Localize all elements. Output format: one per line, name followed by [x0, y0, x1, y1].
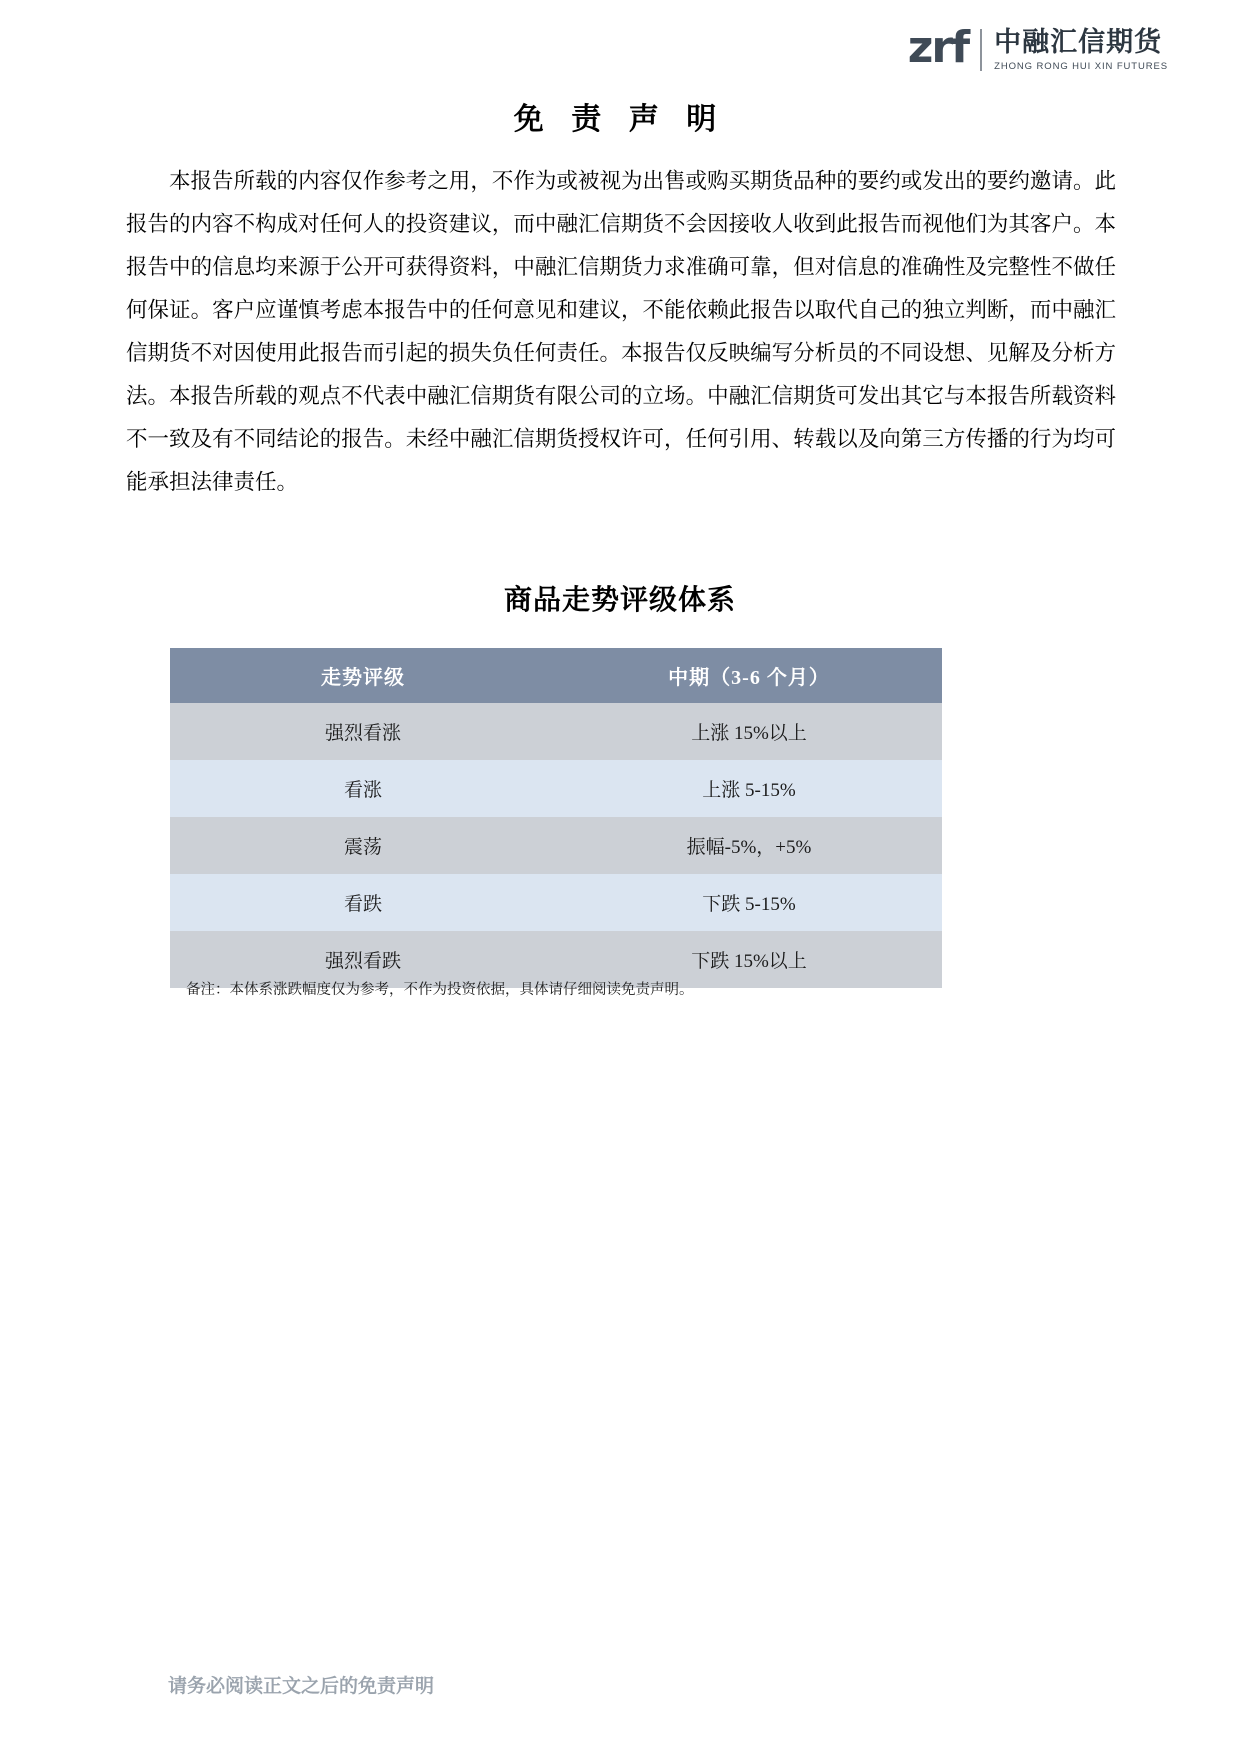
table-note: 备注：本体系涨跌幅度仅为参考，不作为投资依据，具体请仔细阅读免责声明。 [186, 982, 694, 998]
cell-rating: 强烈看跌 [170, 931, 556, 988]
cell-range: 振幅-5%，+5% [556, 817, 942, 874]
cell-range: 下跌 5-15% [556, 874, 942, 931]
logo-text [994, 28, 1168, 72]
table-header-row [170, 648, 942, 703]
table-header-midterm: 中期（3-6 个月） [556, 648, 942, 703]
cell-rating: 强烈看涨 [170, 703, 556, 760]
logo-divider [980, 29, 982, 71]
cell-range: 下跌 15%以上 [556, 931, 942, 988]
page-title: 免 责 声 明 [513, 103, 727, 136]
table-header-rating: 走势评级 [170, 648, 556, 703]
cell-range: 上涨 5-15% [556, 760, 942, 817]
company-logo [907, 22, 1168, 73]
table-row [170, 817, 942, 874]
cell-rating: 看跌 [170, 874, 556, 931]
table-row [170, 760, 942, 817]
disclaimer-paragraph: 本报告所载的内容仅作参考之用，不作为或被视为出售或购买期货品种的要约或发出的要约邀请。此报告的内容不构成对任何人的投资建议，而中融汇信期货不会因接收人收到此报告而视他们为其客户。本报告中的信息均来源于公开可获得资料，中融汇信期货力求准确可靠，但对信息的准确性及完整性不做任何保证。客户应谨慎考虑本报告中的任何意见和建议，不能依赖此报告以取代自己的独立判断，而中融汇信期货不对因使用此报告而引起的损失负任何责任。本报告仅反映编写分析员的不同设想、见解及分析方法。本报告所载的观点不代表中融汇信期货有限公司的立场。中融汇信期货可发出其它与本报告所载资料不一致及有不同结论的报告。未经中融汇信期货授权许可，任何引用、转载以及向第三方传播的行为均可能承担法律责任。 [126, 169, 1116, 494]
table-row [170, 703, 942, 760]
rating-system-table [170, 648, 942, 988]
table-row [170, 874, 942, 931]
logo-mark-icon: zrf [907, 22, 969, 73]
cell-rating: 看涨 [170, 760, 556, 817]
cell-range: 上涨 15%以上 [556, 703, 942, 760]
logo-company-name-cn: 中融汇信期货 [994, 27, 1163, 58]
footer-disclaimer-note: 请务必阅读正文之后的免责声明 [168, 1676, 435, 1697]
section-heading: 商品走势评级体系 [503, 584, 736, 615]
cell-rating: 震荡 [170, 817, 556, 874]
logo-company-name-en: ZHONG RONG HUI XIN FUTURES [994, 60, 1168, 72]
